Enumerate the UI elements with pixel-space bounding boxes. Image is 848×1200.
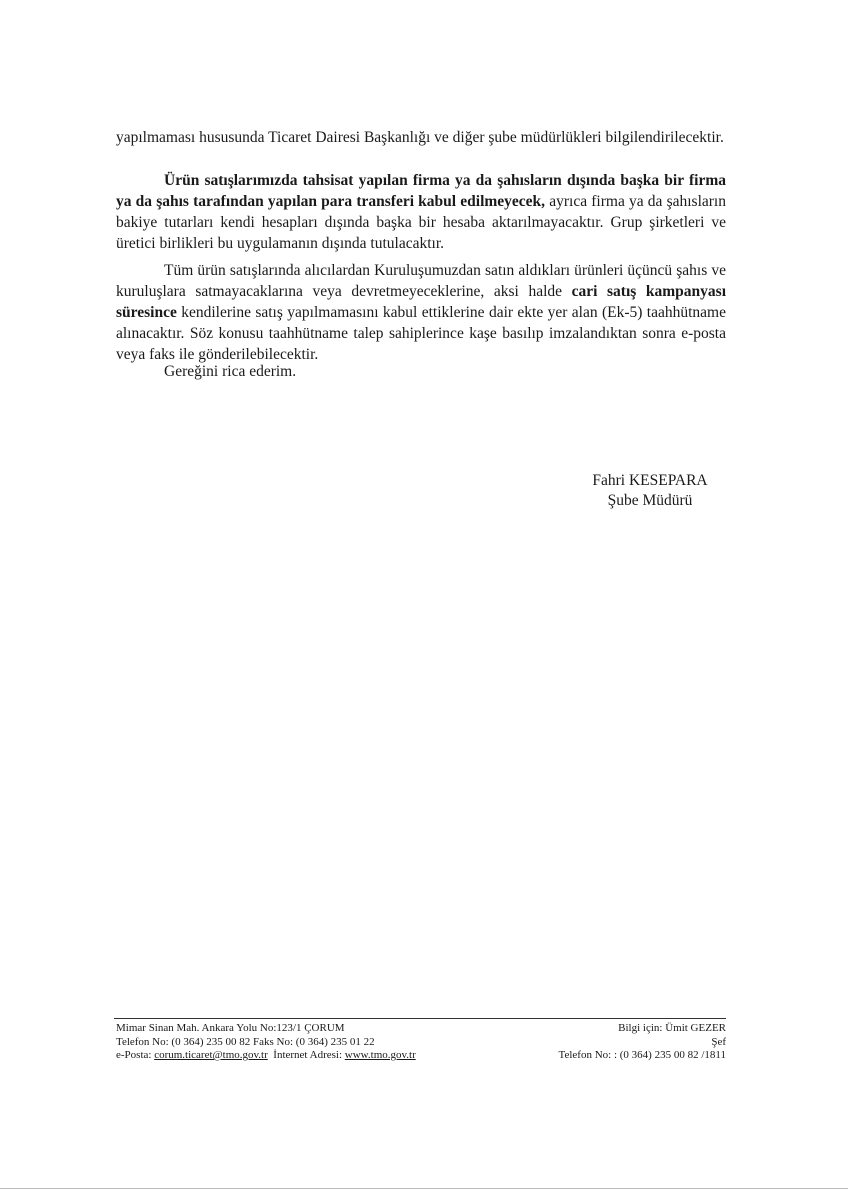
paragraph-3-text-a: Tüm ürün satışlarında alıcılardan Kuruluşumuzdan satın aldıkları ürünleri üçüncü şahıs ve kuruluşlara satmayacaklarına veya devretmeyeceklerine, aksi halde <box>116 262 726 300</box>
paragraph-2 <box>116 170 726 254</box>
signer-name: Fahri KESEPARA <box>592 472 708 489</box>
paragraph-1-text: yapılmaması hususunda Ticaret Dairesi Başkanlığı ve diğer şube müdürlükleri bilgilendirilecektir. <box>116 129 724 146</box>
footer-web-link[interactable]: www.tmo.gov.tr <box>344 1049 416 1061</box>
footer-web-label: İnternet Adresi: <box>267 1049 345 1061</box>
footer-email-web <box>116 1049 476 1063</box>
footer-info-contact: Bilgi için: Ümit GEZER <box>618 1022 726 1034</box>
paragraph-3-bold: cari satış kampanyası süresince <box>116 283 726 321</box>
footer-info <box>466 1022 726 1063</box>
footer-info-title: Şef <box>711 1035 726 1048</box>
footer-divider <box>114 1018 726 1019</box>
footer-address: Mimar Sinan Mah. Ankara Yolu No:123/1 ÇORUM <box>116 1022 345 1034</box>
footer-info-phone: Telefon No: : (0 364) 235 00 82 /1811 <box>558 1049 726 1061</box>
page-bottom-edge <box>0 1188 848 1189</box>
paragraph-3 <box>116 260 726 365</box>
footer-contact <box>116 1022 476 1063</box>
footer-email-link[interactable]: corum.ticaret@tmo.gov.tr <box>154 1049 268 1061</box>
signer-title: Şube Müdürü <box>607 492 693 509</box>
paragraph-2-bold: Ürün satışlarımızda tahsisat yapılan firma ya da şahısların dışında başka bir firma ya da şahıs tarafından yapılan para transferi kabul edilmeyecek, <box>116 172 726 210</box>
closing-text: Gereğini rica ederim. <box>164 363 297 380</box>
closing-line <box>116 361 726 382</box>
signature-block <box>560 471 740 511</box>
paragraph-2-text: ayrıca firma ya da şahısların bakiye tutarları kendi hesapları dışında başka bir hesaba aktarılmayacaktır. Grup şirketleri ve üretici birlikleri bu uygulamanın dışında tutulacaktır. <box>116 193 726 252</box>
footer-email-label: e-Posta: <box>116 1049 155 1061</box>
footer-phone-fax: Telefon No: (0 364) 235 00 82 Faks No: (0 364) 235 01 22 <box>116 1035 375 1048</box>
paragraph-1 <box>116 127 726 148</box>
paragraph-3-text-b: kendilerine satış yapılmamasını kabul ettiklerine dair ekte yer alan (Ek-5) taahhütname alınacaktır. Söz konusu taahhütname talep sahiplerince kaşe basılıp imzalandıktan sonra e-posta veya faks ile gönderilebilecektir. <box>116 304 726 363</box>
